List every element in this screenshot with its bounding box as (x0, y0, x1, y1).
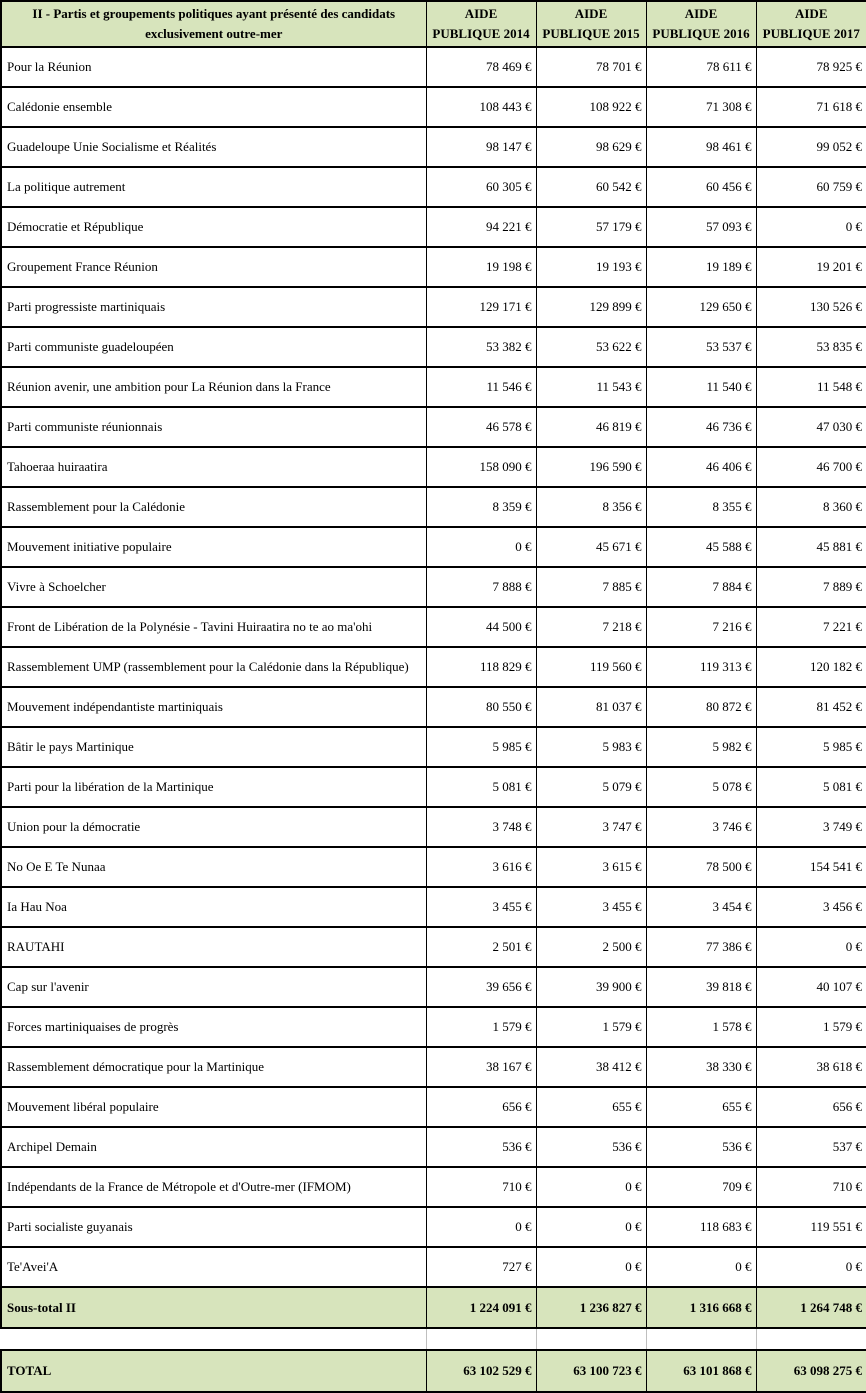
subtotal-value-2016: 1 316 668 € (646, 1287, 756, 1328)
aid-value-cell: 8 359 € (426, 487, 536, 527)
header-col-aide-2016 (646, 1, 756, 47)
party-name-cell: Réunion avenir, une ambition pour La Réunion dans la France (1, 367, 426, 407)
aid-value-cell: 7 218 € (536, 607, 646, 647)
header-col-line1: AIDE (574, 6, 608, 21)
aid-value-cell: 19 201 € (756, 247, 866, 287)
table-row (1, 687, 866, 727)
aid-value-cell: 118 683 € (646, 1207, 756, 1247)
table-row (1, 1127, 866, 1167)
table-row (1, 487, 866, 527)
aid-value-cell: 71 618 € (756, 87, 866, 127)
aid-value-cell: 710 € (426, 1167, 536, 1207)
aid-value-cell: 3 616 € (426, 847, 536, 887)
header-col-line1: AIDE (464, 6, 498, 21)
subtotal-value-2017: 1 264 748 € (756, 1287, 866, 1328)
aid-value-cell: 158 090 € (426, 447, 536, 487)
aid-value-cell: 3 748 € (426, 807, 536, 847)
party-name-cell: Cap sur l'avenir (1, 967, 426, 1007)
aid-value-cell: 60 456 € (646, 167, 756, 207)
party-name-cell: Indépendants de la France de Métropole et d'Outre-mer (IFMOM) (1, 1167, 426, 1207)
aid-value-cell: 0 € (536, 1207, 646, 1247)
aid-value-cell: 7 888 € (426, 567, 536, 607)
aid-value-cell: 3 747 € (536, 807, 646, 847)
aid-value-cell: 46 578 € (426, 407, 536, 447)
total-value-2017: 63 098 275 € (756, 1350, 866, 1392)
aid-value-cell: 2 501 € (426, 927, 536, 967)
aid-value-cell: 53 537 € (646, 327, 756, 367)
aid-value-cell: 46 700 € (756, 447, 866, 487)
aid-value-cell: 5 982 € (646, 727, 756, 767)
aid-value-cell: 78 701 € (536, 47, 646, 87)
table-row (1, 1207, 866, 1247)
party-name-cell: Rassemblement UMP (rassemblement pour la Calédonie dans la République) (1, 647, 426, 687)
aid-value-cell: 11 548 € (756, 367, 866, 407)
aid-value-cell: 77 386 € (646, 927, 756, 967)
aid-value-cell: 38 412 € (536, 1047, 646, 1087)
aid-value-cell: 7 216 € (646, 607, 756, 647)
total-value-2016: 63 101 868 € (646, 1350, 756, 1392)
party-name-cell: Bâtir le pays Martinique (1, 727, 426, 767)
table-row (1, 1007, 866, 1047)
aid-value-cell: 118 829 € (426, 647, 536, 687)
aid-value-cell: 196 590 € (536, 447, 646, 487)
party-name-cell: Démocratie et République (1, 207, 426, 247)
aid-value-cell: 120 182 € (756, 647, 866, 687)
aid-value-cell: 39 900 € (536, 967, 646, 1007)
aid-value-cell: 119 313 € (646, 647, 756, 687)
table-row (1, 47, 866, 87)
table-row (1, 127, 866, 167)
table-row (1, 607, 866, 647)
header-col-line2: PUBLIQUE 2017 (762, 26, 860, 42)
spacer-cell (756, 1328, 866, 1350)
aid-value-cell: 0 € (536, 1167, 646, 1207)
aid-value-cell: 39 818 € (646, 967, 756, 1007)
party-name-cell: Parti pour la libération de la Martinique (1, 767, 426, 807)
aid-value-cell: 0 € (756, 927, 866, 967)
aid-value-cell: 3 749 € (756, 807, 866, 847)
table-row (1, 927, 866, 967)
header-col-line2: PUBLIQUE 2014 (432, 26, 530, 42)
aid-value-cell: 154 541 € (756, 847, 866, 887)
party-name-cell: Union pour la démocratie (1, 807, 426, 847)
table-row (1, 87, 866, 127)
party-name-cell: Front de Libération de la Polynésie - Tavini Huiraatira no te ao ma'ohi (1, 607, 426, 647)
aid-value-cell: 8 355 € (646, 487, 756, 527)
aid-value-cell: 1 579 € (426, 1007, 536, 1047)
aid-value-cell: 19 193 € (536, 247, 646, 287)
aid-value-cell: 46 736 € (646, 407, 756, 447)
table-row (1, 1247, 866, 1287)
aid-value-cell: 119 560 € (536, 647, 646, 687)
aid-value-cell: 45 671 € (536, 527, 646, 567)
aid-value-cell: 3 455 € (426, 887, 536, 927)
aid-value-cell: 71 308 € (646, 87, 756, 127)
aid-value-cell: 5 078 € (646, 767, 756, 807)
aid-value-cell: 0 € (426, 1207, 536, 1247)
aid-value-cell: 80 872 € (646, 687, 756, 727)
spacer-cell (426, 1328, 536, 1350)
aid-value-cell: 2 500 € (536, 927, 646, 967)
table-row (1, 727, 866, 767)
aid-value-cell: 38 618 € (756, 1047, 866, 1087)
aid-value-cell: 108 443 € (426, 87, 536, 127)
aid-value-cell: 80 550 € (426, 687, 536, 727)
header-col-line2: PUBLIQUE 2016 (652, 26, 750, 42)
aid-value-cell: 94 221 € (426, 207, 536, 247)
spacer-cell (646, 1328, 756, 1350)
party-name-cell: Mouvement initiative populaire (1, 527, 426, 567)
aid-value-cell: 40 107 € (756, 967, 866, 1007)
spacer-cell (1, 1328, 426, 1350)
subtotal-label: Sous-total II (1, 1287, 426, 1328)
aid-value-cell: 3 456 € (756, 887, 866, 927)
aid-value-cell: 5 081 € (756, 767, 866, 807)
aid-value-cell: 38 330 € (646, 1047, 756, 1087)
table-row (1, 967, 866, 1007)
header-row (1, 1, 866, 47)
aid-value-cell: 0 € (536, 1247, 646, 1287)
aid-value-cell: 46 819 € (536, 407, 646, 447)
aid-value-cell: 8 356 € (536, 487, 646, 527)
aid-value-cell: 98 461 € (646, 127, 756, 167)
party-name-cell: No Oe E Te Nunaa (1, 847, 426, 887)
aid-value-cell: 78 925 € (756, 47, 866, 87)
party-name-cell: Forces martiniquaises de progrès (1, 1007, 426, 1047)
aid-value-cell: 7 221 € (756, 607, 866, 647)
table-row (1, 1167, 866, 1207)
header-col-aide-2017 (756, 1, 866, 47)
header-col-aide-2015 (536, 1, 646, 47)
table-row (1, 847, 866, 887)
header-col-aide-2014 (426, 1, 536, 47)
party-name-cell: Mouvement libéral populaire (1, 1087, 426, 1127)
aid-value-cell: 8 360 € (756, 487, 866, 527)
aid-value-cell: 7 884 € (646, 567, 756, 607)
subtotal-value-2014: 1 224 091 € (426, 1287, 536, 1328)
aid-value-cell: 1 579 € (536, 1007, 646, 1047)
aid-value-cell: 46 406 € (646, 447, 756, 487)
total-value-2015: 63 100 723 € (536, 1350, 646, 1392)
aid-value-cell: 1 578 € (646, 1007, 756, 1047)
aid-value-cell: 3 455 € (536, 887, 646, 927)
aid-value-cell: 57 179 € (536, 207, 646, 247)
table-row (1, 447, 866, 487)
aid-value-cell: 11 540 € (646, 367, 756, 407)
party-name-cell: La politique autrement (1, 167, 426, 207)
aid-value-cell: 7 885 € (536, 567, 646, 607)
aid-value-cell: 99 052 € (756, 127, 866, 167)
total-value-2014: 63 102 529 € (426, 1350, 536, 1392)
aid-value-cell: 537 € (756, 1127, 866, 1167)
total-row (1, 1350, 866, 1392)
table-row (1, 567, 866, 607)
aid-value-cell: 5 985 € (756, 727, 866, 767)
aid-value-cell: 53 622 € (536, 327, 646, 367)
party-name-cell: Groupement France Réunion (1, 247, 426, 287)
party-name-cell: Guadeloupe Unie Socialisme et Réalités (1, 127, 426, 167)
party-name-cell: Rassemblement pour la Calédonie (1, 487, 426, 527)
table-row (1, 527, 866, 567)
aid-value-cell: 44 500 € (426, 607, 536, 647)
aid-value-cell: 39 656 € (426, 967, 536, 1007)
aid-value-cell: 656 € (756, 1087, 866, 1127)
party-name-cell: Vivre à Schoelcher (1, 567, 426, 607)
aid-value-cell: 11 546 € (426, 367, 536, 407)
aid-value-cell: 130 526 € (756, 287, 866, 327)
aid-value-cell: 536 € (426, 1127, 536, 1167)
table-row (1, 407, 866, 447)
subtotal-value-2015: 1 236 827 € (536, 1287, 646, 1328)
table-row (1, 647, 866, 687)
aid-value-cell: 81 037 € (536, 687, 646, 727)
aid-value-cell: 47 030 € (756, 407, 866, 447)
table-title: II - Partis et groupements politiques ayant présenté des candidats exclusivement outre-mer (1, 1, 426, 47)
header-col-line1: AIDE (794, 6, 828, 21)
aid-value-cell: 60 759 € (756, 167, 866, 207)
table-row (1, 367, 866, 407)
aid-value-cell: 129 899 € (536, 287, 646, 327)
table-row (1, 767, 866, 807)
aid-value-cell: 78 611 € (646, 47, 756, 87)
aid-value-cell: 5 985 € (426, 727, 536, 767)
aid-value-cell: 5 983 € (536, 727, 646, 767)
party-name-cell: Rassemblement démocratique pour la Martinique (1, 1047, 426, 1087)
aid-value-cell: 98 629 € (536, 127, 646, 167)
party-name-cell: Tahoeraa huiraatira (1, 447, 426, 487)
aid-value-cell: 98 147 € (426, 127, 536, 167)
aid-value-cell: 710 € (756, 1167, 866, 1207)
aid-value-cell: 53 382 € (426, 327, 536, 367)
aid-value-cell: 3 454 € (646, 887, 756, 927)
aid-value-cell: 0 € (426, 527, 536, 567)
party-name-cell: Calédonie ensemble (1, 87, 426, 127)
party-name-cell: Parti progressiste martiniquais (1, 287, 426, 327)
spacer-cell (536, 1328, 646, 1350)
aid-value-cell: 19 198 € (426, 247, 536, 287)
party-name-cell: Parti socialiste guyanais (1, 1207, 426, 1247)
aid-value-cell: 5 081 € (426, 767, 536, 807)
table-row (1, 887, 866, 927)
header-col-line1: AIDE (684, 6, 718, 21)
party-name-cell: RAUTAHI (1, 927, 426, 967)
aid-value-cell: 45 881 € (756, 527, 866, 567)
subtotal-row (1, 1287, 866, 1328)
table-row (1, 807, 866, 847)
table-row (1, 1087, 866, 1127)
table-row (1, 207, 866, 247)
aid-value-cell: 108 922 € (536, 87, 646, 127)
spacer-row (1, 1328, 866, 1350)
aid-value-cell: 129 171 € (426, 287, 536, 327)
aid-value-cell: 1 579 € (756, 1007, 866, 1047)
aid-value-cell: 60 305 € (426, 167, 536, 207)
party-name-cell: Te'Avei'A (1, 1247, 426, 1287)
aid-value-cell: 3 746 € (646, 807, 756, 847)
aid-value-cell: 7 889 € (756, 567, 866, 607)
party-name-cell: Parti communiste guadeloupéen (1, 327, 426, 367)
aid-value-cell: 78 469 € (426, 47, 536, 87)
party-name-cell: Ia Hau Noa (1, 887, 426, 927)
total-label: TOTAL (1, 1350, 426, 1392)
aid-value-cell: 0 € (646, 1247, 756, 1287)
aid-value-cell: 536 € (536, 1127, 646, 1167)
header-col-line2: PUBLIQUE 2015 (542, 26, 640, 42)
aid-value-cell: 78 500 € (646, 847, 756, 887)
aid-value-cell: 0 € (756, 207, 866, 247)
aid-value-cell: 11 543 € (536, 367, 646, 407)
aid-value-cell: 5 079 € (536, 767, 646, 807)
aid-value-cell: 655 € (536, 1087, 646, 1127)
party-name-cell: Archipel Demain (1, 1127, 426, 1167)
aid-value-cell: 45 588 € (646, 527, 756, 567)
aid-value-cell: 81 452 € (756, 687, 866, 727)
party-name-cell: Parti communiste réunionnais (1, 407, 426, 447)
aid-value-cell: 38 167 € (426, 1047, 536, 1087)
party-name-cell: Mouvement indépendantiste martiniquais (1, 687, 426, 727)
aid-value-cell: 60 542 € (536, 167, 646, 207)
aid-value-cell: 709 € (646, 1167, 756, 1207)
aid-value-cell: 129 650 € (646, 287, 756, 327)
party-name-cell: Pour la Réunion (1, 47, 426, 87)
aid-value-cell: 57 093 € (646, 207, 756, 247)
aid-value-cell: 0 € (756, 1247, 866, 1287)
aid-value-cell: 19 189 € (646, 247, 756, 287)
table-row (1, 287, 866, 327)
aid-value-cell: 536 € (646, 1127, 756, 1167)
aid-value-cell: 53 835 € (756, 327, 866, 367)
aid-value-cell: 655 € (646, 1087, 756, 1127)
table-row (1, 327, 866, 367)
aid-value-cell: 727 € (426, 1247, 536, 1287)
table-row (1, 167, 866, 207)
table-row (1, 1047, 866, 1087)
aid-value-cell: 3 615 € (536, 847, 646, 887)
table-row (1, 247, 866, 287)
aid-value-cell: 656 € (426, 1087, 536, 1127)
aid-value-cell: 119 551 € (756, 1207, 866, 1247)
